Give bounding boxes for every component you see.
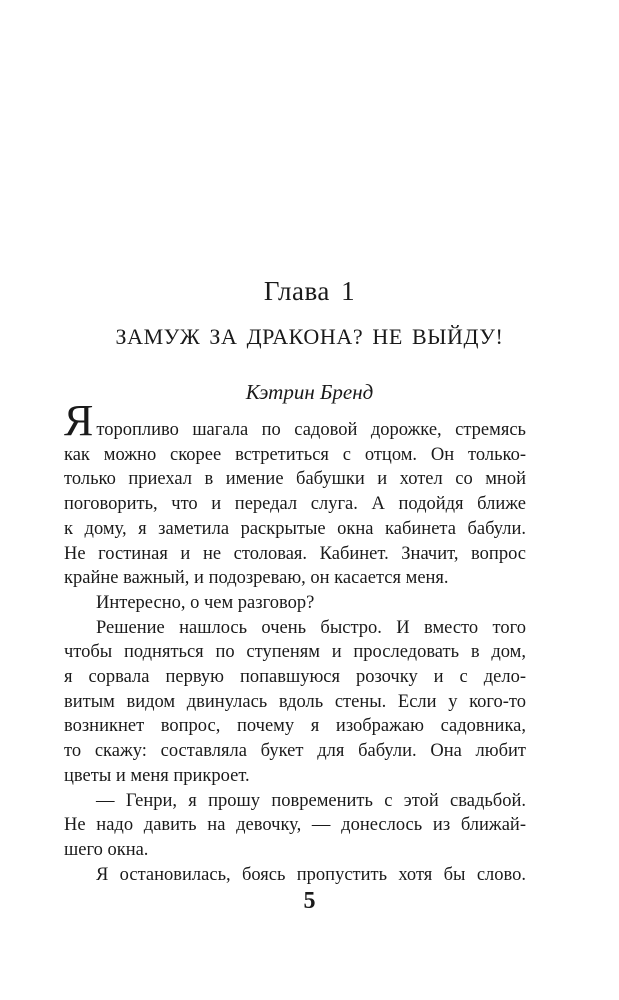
chapter-title: ЗАМУЖ ЗА ДРАКОНА? НЕ ВЫЙДУ! — [115, 324, 504, 349]
text-line: я сорвала первую попавшуюся розочку и с дело- — [64, 667, 526, 688]
text-line: Не гостиная и не столовая. Кабинет. Значит, вопрос — [64, 543, 526, 564]
text-line: Не надо давить на девочку, — донеслось из ближай- — [64, 815, 526, 836]
text-line: крайне важный, и подозреваю, он касается меня. — [64, 568, 449, 589]
text-line: шего окна. — [64, 839, 149, 860]
text-line: то скажу: составляла букет для бабули. Она любит — [64, 741, 526, 762]
text-line: только приехал в имение бабушки и хотел со мной — [64, 469, 526, 490]
text-line: возникнет вопрос, почему я изображаю садовника, — [64, 716, 526, 737]
text-line: витым видом двинулась вдоль стены. Если у кого-то — [64, 691, 526, 712]
text-line: к дому, я заметила раскрытые окна кабинета бабули. — [64, 518, 526, 539]
text-line: Решение нашлось очень быстро. И вместо того — [96, 617, 526, 638]
chapter-body — [64, 396, 526, 887]
text-line: как можно скорее встретиться с отцом. Он только- — [64, 444, 526, 465]
page-number: 5 — [303, 888, 316, 914]
text-line: — Генри, я прошу повременить с этой свадьбой. — [96, 790, 526, 811]
text-line: Интересно, о чем разговор? — [96, 592, 315, 613]
author-name: Кэтрин Бренд — [245, 380, 374, 404]
text-line: цветы и меня прикроет. — [64, 765, 250, 786]
opening-line — [64, 396, 526, 445]
text-line: поговорить, что и передал слуга. А подойдя ближе — [64, 494, 526, 515]
chapter-number: Глава 1 — [263, 276, 356, 306]
text-line: торопливо шагала по садовой дорожке, стремясь — [96, 420, 526, 440]
text-line: Я остановилась, боясь пропустить хотя бы слово. — [96, 864, 526, 885]
text-line: чтобы подняться по ступеням и проследовать в дом, — [64, 642, 526, 663]
drop-cap: Я — [64, 396, 94, 445]
